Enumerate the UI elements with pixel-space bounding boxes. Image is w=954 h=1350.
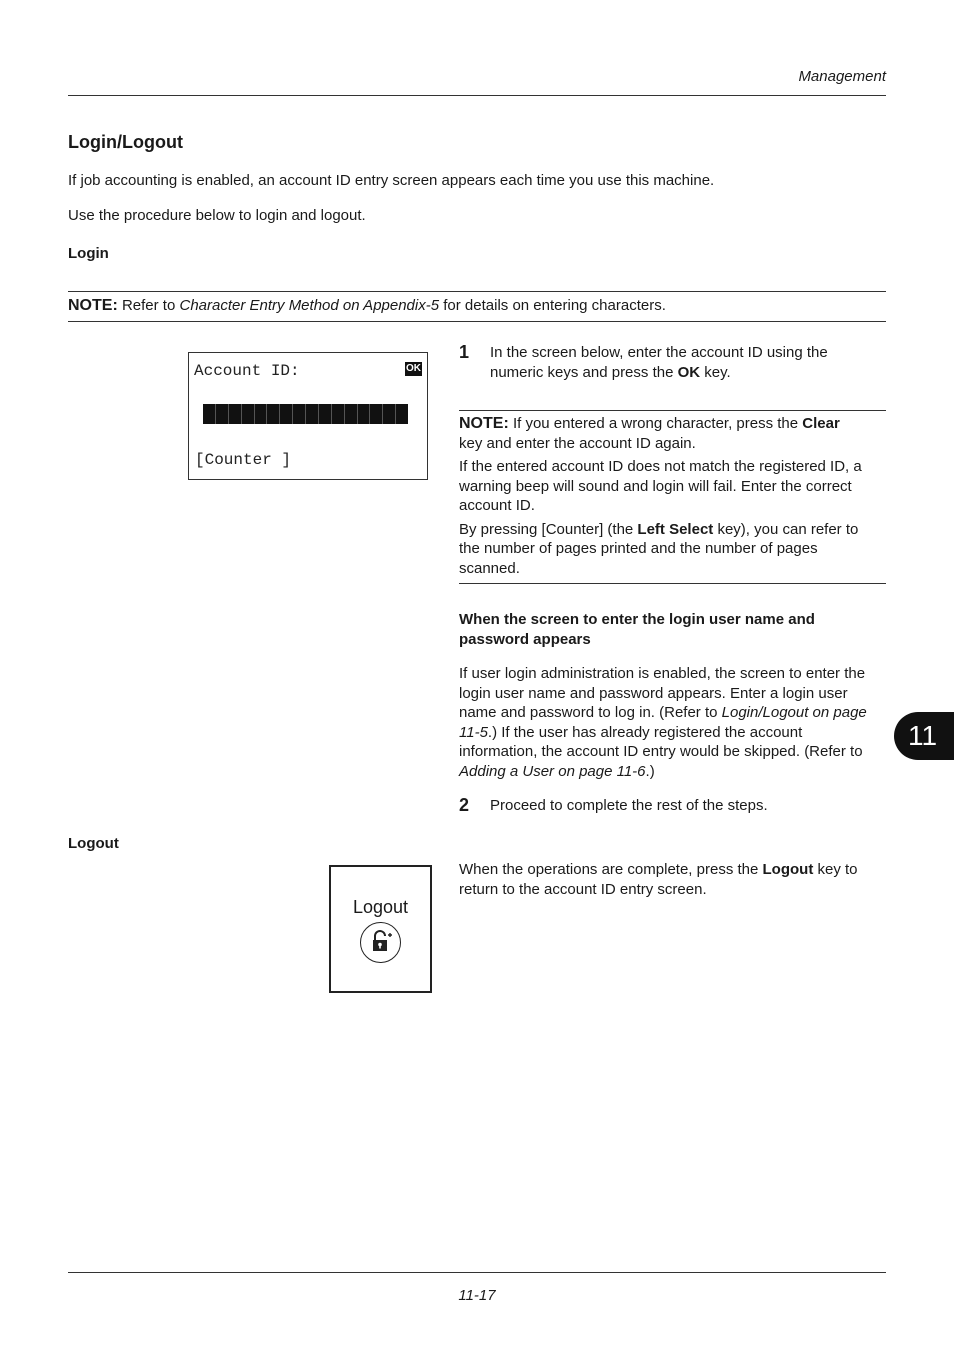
logout-heading: Logout bbox=[68, 835, 119, 852]
note-2-top-rule bbox=[459, 410, 886, 411]
lcd-title: Account ID: bbox=[194, 362, 300, 380]
step-2-number: 2 bbox=[459, 795, 470, 815]
step-1-line-2: numeric keys and press the OK key. bbox=[490, 363, 731, 381]
note-text-pre: Refer to bbox=[121, 297, 180, 314]
note-2-line-3: If the entered account ID does not match the registered ID, a bbox=[459, 458, 862, 475]
logout-text-line-1: When the operations are complete, press the Logout key to bbox=[459, 861, 858, 878]
account-id-screen bbox=[188, 352, 428, 480]
note-text-post: for details on entering characters. bbox=[439, 297, 666, 314]
note-reference: Character Entry Method on Appendix-5 bbox=[179, 297, 440, 314]
note-bottom-rule bbox=[68, 321, 886, 322]
note-2-line-5: account ID. bbox=[459, 497, 535, 514]
note-2-line-7: the number of pages printed and the number of pages bbox=[459, 540, 818, 557]
user-login-line-2: login user name and password appears. Enter a login user bbox=[459, 684, 848, 702]
step-1-line-1: In the screen below, enter the account ID using the bbox=[490, 344, 828, 361]
user-login-line-1: If user login administration is enabled, the screen to enter the bbox=[459, 665, 866, 682]
step-2-text: Proceed to complete the rest of the steps. bbox=[490, 797, 768, 814]
running-header: Management bbox=[798, 68, 886, 85]
intro-paragraph-1: If job accounting is enabled, an account ID entry screen appears each time you use this machine. bbox=[68, 172, 715, 189]
page-number: 11-17 bbox=[458, 1287, 496, 1304]
user-login-line-4: 11-5.) If the user has already registered the account bbox=[459, 723, 803, 741]
section-title: Login/Logout bbox=[68, 132, 183, 152]
logout-text-line-2: return to the account ID entry screen. bbox=[459, 880, 707, 898]
ok-icon: OK bbox=[406, 363, 421, 374]
intro-paragraph-2: Use the procedure below to login and logout. bbox=[68, 207, 366, 224]
header-rule bbox=[68, 95, 886, 96]
step-1-text bbox=[490, 343, 828, 382]
note-2-line-4: warning beep will sound and login will fail. Enter the correct bbox=[459, 477, 852, 495]
note-2 bbox=[459, 414, 886, 578]
user-login-line-3: name and password to log in. (Refer to Login/Logout on page bbox=[459, 704, 867, 721]
logout-text bbox=[459, 860, 886, 899]
step-1-number: 1 bbox=[459, 342, 470, 362]
chapter-tab: 11 bbox=[894, 712, 954, 760]
counter-softkey-label: [Counter ] bbox=[195, 451, 292, 469]
note-label: NOTE: bbox=[68, 297, 118, 314]
login-heading: Login bbox=[68, 245, 109, 262]
unlock-icon bbox=[360, 922, 401, 963]
note-2-line-8: scanned. bbox=[459, 559, 520, 577]
user-login-line-5: information, the account ID entry would be skipped. (Refer to bbox=[459, 743, 863, 760]
note-2-line-6: By pressing [Counter] (the Left Select key), you can refer to bbox=[459, 520, 859, 538]
user-login-subheading: When the screen to enter the login user name and password appears bbox=[459, 611, 815, 648]
logout-key-label: Logout bbox=[352, 897, 409, 917]
user-login-line-6: Adding a User on page 11-6.) bbox=[459, 762, 655, 780]
footer-rule bbox=[68, 1272, 886, 1273]
note-2-bottom-rule bbox=[459, 583, 886, 584]
user-login-paragraph bbox=[459, 664, 886, 781]
logout-key-illustration bbox=[329, 865, 432, 993]
note-2-line-1: NOTE: If you entered a wrong character, press the Clear bbox=[459, 415, 840, 432]
account-id-entry-field bbox=[203, 404, 408, 424]
note-2-line-2: key and enter the account ID again. bbox=[459, 434, 696, 452]
note-1 bbox=[68, 296, 666, 316]
note-top-rule bbox=[68, 291, 886, 292]
